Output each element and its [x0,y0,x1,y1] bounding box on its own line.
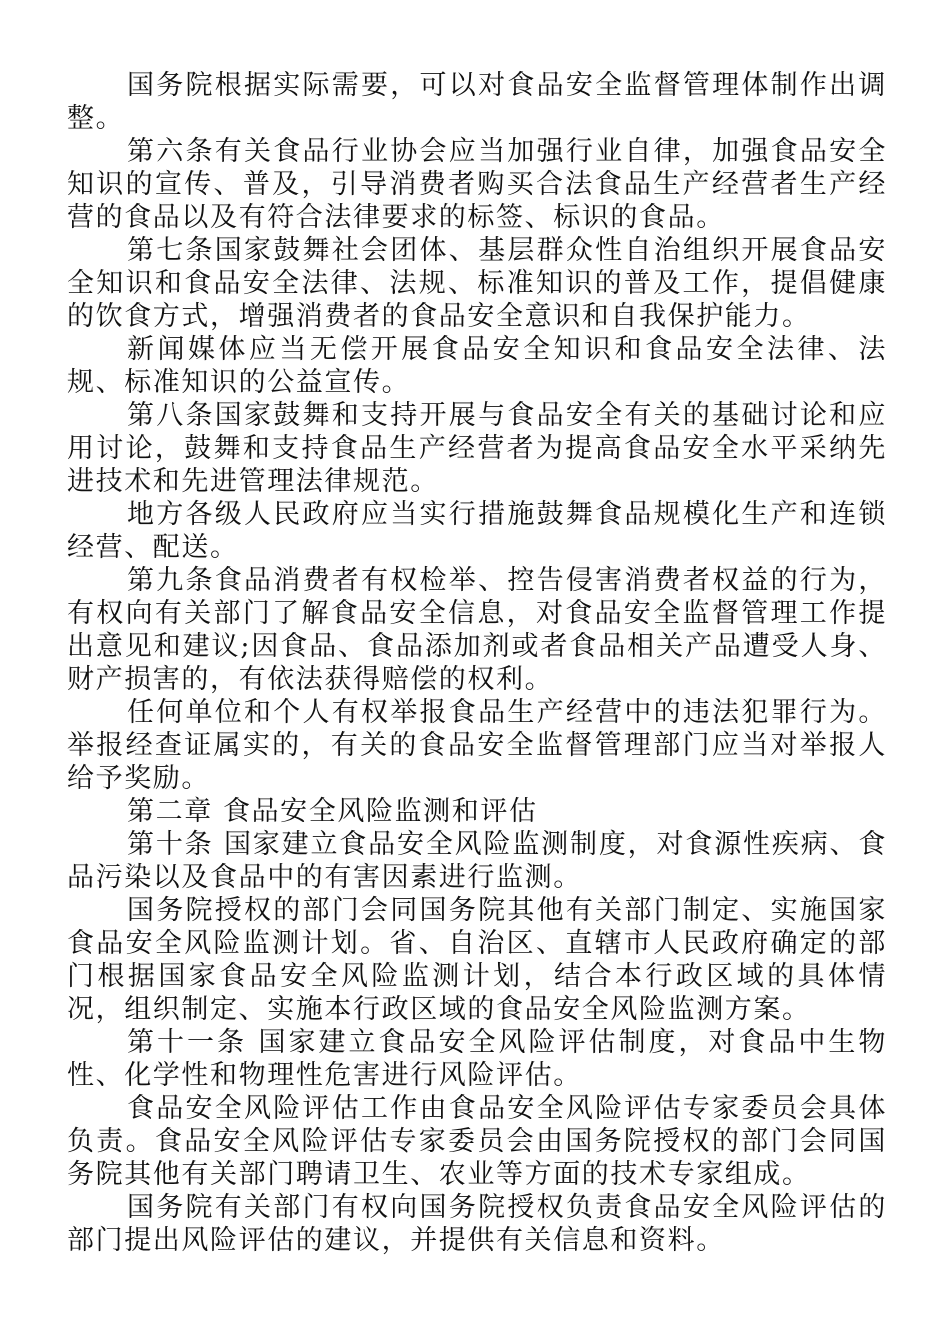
paragraph-article-6: 第六条有关食品行业协会应当加强行业自律，加强食品安全知识的宣传、普及，引导消费者购买合法食品生产经营者生产经营的食品以及有符合法律要求的标签、标识的食品。 [67,136,887,233]
paragraph-state-council-adjust: 国务院根据实际需要，可以对食品安全监督管理体制作出调整。 [67,70,887,134]
paragraph-article-8: 第八条国家鼓舞和支持开展与食品安全有关的基础讨论和应用讨论，鼓舞和支持食品生产经营者为提高食品安全水平采纳先进技术和先进管理法律规范。 [67,400,887,497]
paragraph-risk-assessment-suggestion: 国务院有关部门有权向国务院授权负责食品安全风险评估的部门提出风险评估的建议，并提供有关信息和资料。 [67,1192,887,1256]
paragraph-article-9: 第九条食品消费者有权检举、控告侵害消费者权益的行为，有权向有关部门了解食品安全信息，对食品安全监督管理工作提出意见和建议;因食品、食品添加剂或者食品相关产品遭受人身、财产损害的，有依法获得赔偿的权利。 [67,565,887,695]
paragraph-article-10: 第十条 国家建立食品安全风险监测制度，对食源性疾病、食品污染以及食品中的有害因素进行监测。 [67,829,887,893]
document-body [67,69,887,1257]
paragraph-article-11: 第十一条 国家建立食品安全风险评估制度，对食品中生物性、化学性和物理性危害进行风险评估。 [67,1027,887,1091]
paragraph-article-7: 第七条国家鼓舞社会团体、基层群众性自治组织开展食品安全知识和食品安全法律、法规、标准知识的普及工作，提倡健康的饮食方式，增强消费者的食品安全意识和自我保护能力。 [67,235,887,332]
paragraph-reporting: 任何单位和个人有权举报食品生产经营中的违法犯罪行为。举报经查证属实的，有关的食品安全监督管理部门应当对举报人给予奖励。 [67,697,887,794]
chapter-2-heading: 第二章 食品安全风险监测和评估 [127,796,538,827]
paragraph-local-government: 地方各级人民政府应当实行措施鼓舞食品规模化生产和连锁经营、配送。 [67,499,887,563]
paragraph-monitoring-plan: 国务院授权的部门会同国务院其他有关部门制定、实施国家食品安全风险监测计划。省、自治区、直辖市人民政府确定的部门根据国家食品安全风险监测计划，结合本行政区域的具体情况，组织制定、实施本行政区域的食品安全风险监测方案。 [67,895,887,1025]
paragraph-expert-committee: 食品安全风险评估工作由食品安全风险评估专家委员会具体负责。食品安全风险评估专家委员会由国务院授权的部门会同国务院其他有关部门聘请卫生、农业等方面的技术专家组成。 [67,1093,887,1190]
paragraph-news-media: 新闻媒体应当无偿开展食品安全知识和食品安全法律、法规、标准知识的公益宣传。 [67,334,887,398]
